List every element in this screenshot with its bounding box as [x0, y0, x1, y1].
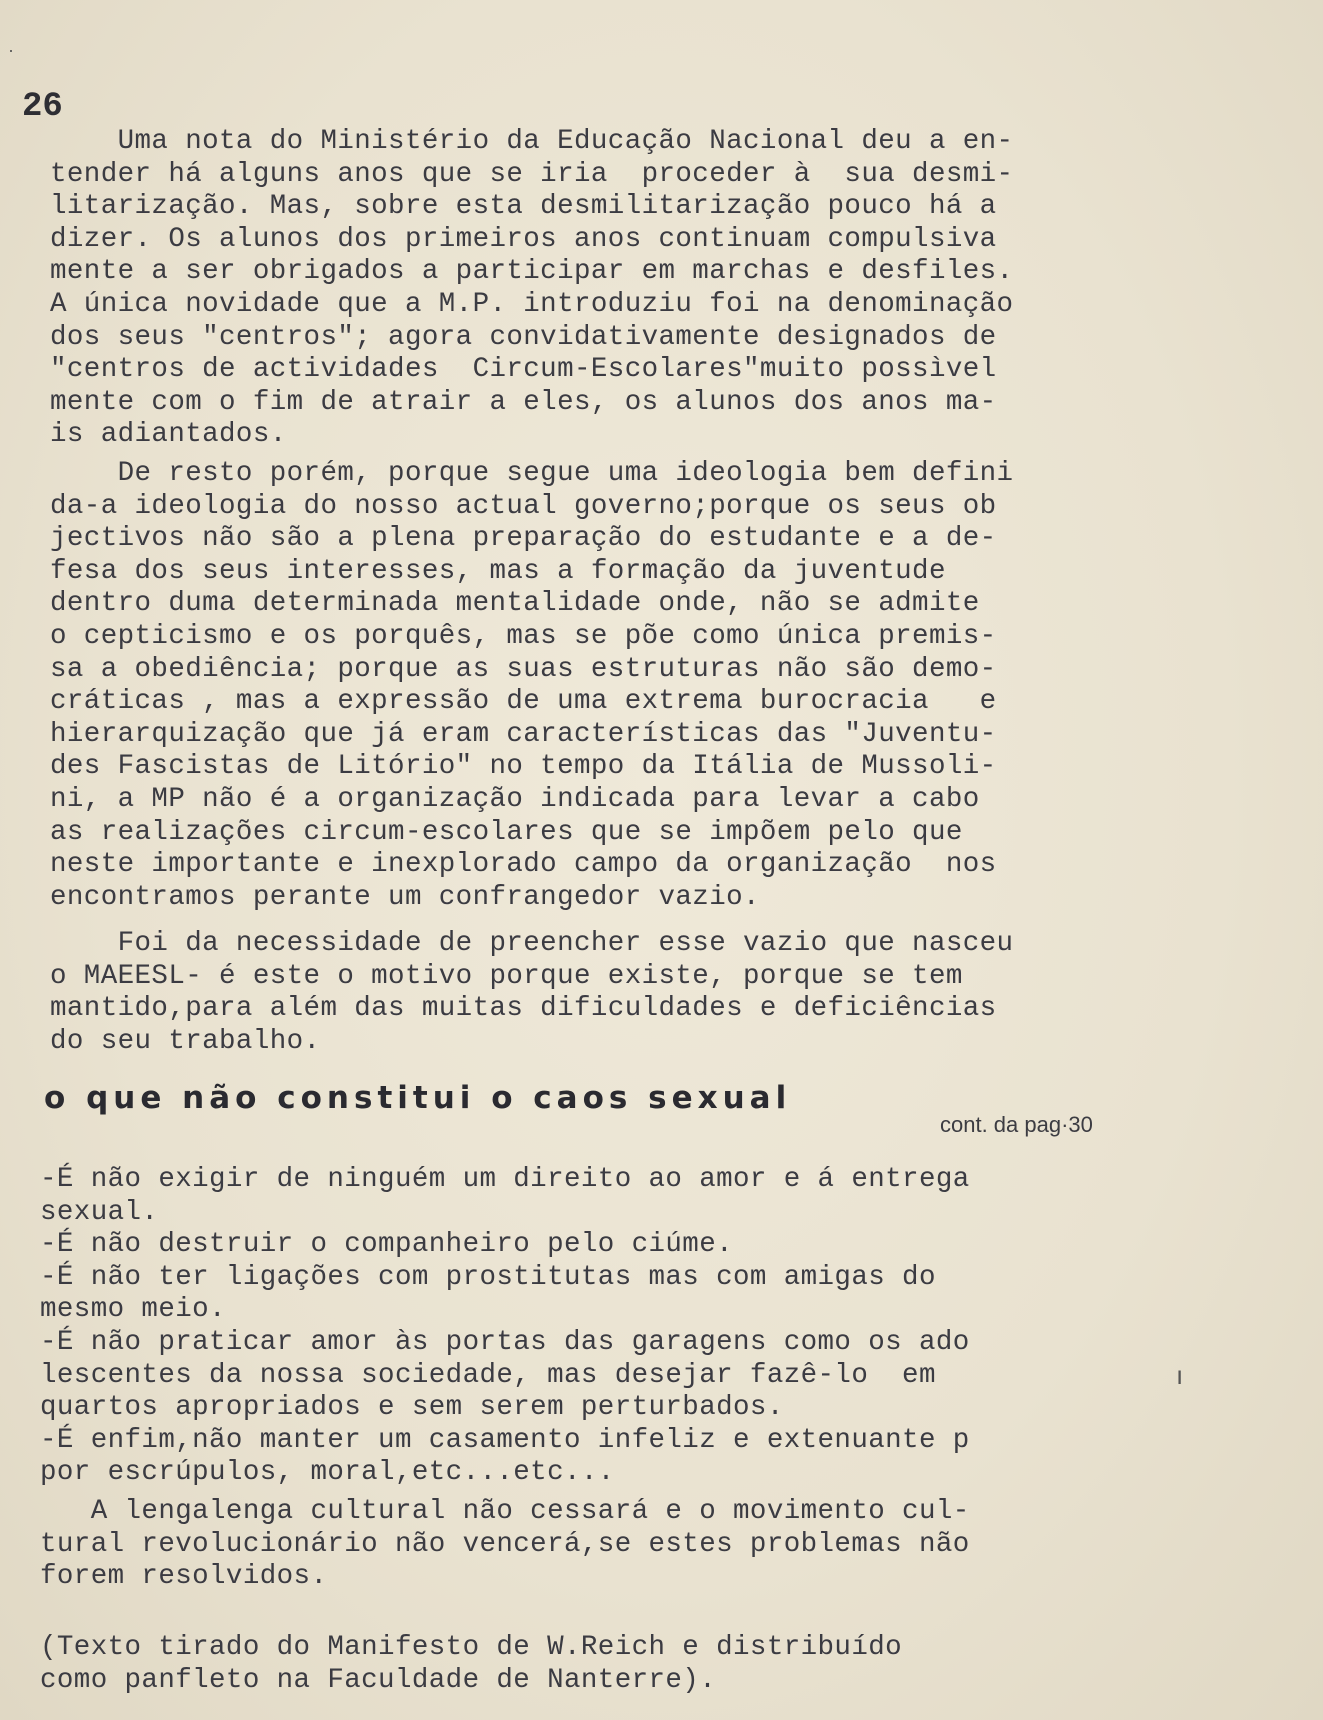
list-line: -É não exigir de ninguém um direito ao amor e á entrega [40, 1164, 970, 1195]
paragraph-1-line: mente com o fim de atrair a eles, os alunos dos anos ma- [50, 386, 997, 418]
paragraph-1-line: litarização. Mas, sobre esta desmilitarização pouco há a [50, 191, 997, 223]
paragraph-3-line: o MAEESL- é este o motivo porque existe, porque se tem [50, 960, 963, 992]
list-line: -É enfim,não manter um casamento infeliz e extenuante p [40, 1424, 970, 1456]
source-note-line: como panfleto na Faculdade de Nanterre). [40, 1664, 717, 1696]
paragraph-1-line: mente a ser obrigados a participar em marchas e desfiles. [50, 256, 1014, 288]
paragraph-2-line: cráticas , mas a expressão de uma extrema burocracia e [50, 686, 997, 718]
paragraph-2-line: sa a obediência; porque as suas estruturas não são demo- [50, 653, 997, 685]
paragraph-3-line: mantido,para além das muitas dificuldades e deficiências [50, 993, 997, 1025]
closing-line: forem resolvidos. [40, 1561, 328, 1593]
paragraph-2-line: des Fascistas de Litório" no tempo da Itália de Mussoli- [50, 751, 997, 783]
paragraph-2-line: fesa dos seus interesses, mas a formação da juventude [50, 555, 946, 587]
paragraph-2-line: o cepticismo e os porquês, mas se põe como única premis- [50, 621, 997, 652]
paragraph-1-line: dos seus "centros"; agora convidativamente designados de [50, 321, 997, 353]
closing-line: tural revolucionário não vencerá,se estes problemas não [40, 1528, 970, 1560]
closing-line: A lengalenga cultural não cessará e o movimento cul- [40, 1496, 970, 1527]
paragraph-2-line: dentro duma determinada mentalidade onde, não se admite [50, 588, 980, 620]
section-heading: o que não constitui o caos sexual [44, 1080, 792, 1116]
page-number: 26 [22, 88, 63, 126]
margin-speck: · [8, 40, 14, 60]
paragraph-2-line: De resto porém, porque segue uma ideologia bem defini [50, 458, 1014, 489]
list-line: lescentes da nossa sociedade, mas desejar fazê-lo em [40, 1359, 936, 1391]
paragraph-3-line: Foi da necessidade de preencher esse vazio que nasceu [50, 928, 1014, 959]
paragraph-2-line: da-a ideologia do nosso actual governo;porque os seus ob [50, 490, 997, 522]
continuation-note: cont. da pag·30 [940, 1112, 1093, 1137]
paragraph-1-line: is adiantados. [50, 419, 287, 451]
list-line: mesmo meio. [40, 1294, 226, 1326]
list-line: por escrúpulos, moral,etc...etc... [40, 1457, 615, 1489]
paragraph-1-line: dizer. Os alunos dos primeiros anos continuam compulsiva [50, 223, 997, 255]
paragraph-1-line: tender há alguns anos que se iria proceder à sua desmi- [50, 158, 1014, 190]
paragraph-2-line: ni, a MP não é a organização indicada para levar a cabo [50, 784, 980, 815]
paragraph-2-line: encontramos perante um confrangedor vazio. [50, 881, 760, 913]
list-line: -É não destruir o companheiro pelo ciúme. [40, 1229, 734, 1261]
margin-tick: ı [1176, 1360, 1184, 1390]
paragraph-1-line: Uma nota do Ministério da Educação Nacional deu a en- [50, 126, 1014, 157]
list-line: -É não ter ligações com prostitutas mas com amigas do [40, 1261, 936, 1293]
list-line: -É não praticar amor às portas das garagens como os ado [40, 1327, 970, 1358]
paragraph-3-line: do seu trabalho. [50, 1025, 321, 1057]
source-note-line: (Texto tirado do Manifesto de W.Reich e distribuído [40, 1632, 903, 1663]
list-line: sexual. [40, 1196, 159, 1228]
paragraph-2-line: as realizações circum-escolares que se impõem pelo que [50, 816, 963, 848]
paragraph-2-line: jectivos não são a plena preparação do estudante e a de- [50, 523, 997, 555]
paragraph-1-line: "centros de actividades Circum-Escolares"muito possìvel [50, 354, 997, 386]
list-line: quartos apropriados e sem serem perturbados. [40, 1392, 784, 1424]
paragraph-1-line: A única novidade que a M.P. introduziu foi na denominação [50, 289, 1014, 320]
paragraph-2-line: hierarquização que já eram características das "Juventu- [50, 718, 997, 750]
paragraph-2-line: neste importante e inexplorado campo da organização nos [50, 849, 997, 881]
